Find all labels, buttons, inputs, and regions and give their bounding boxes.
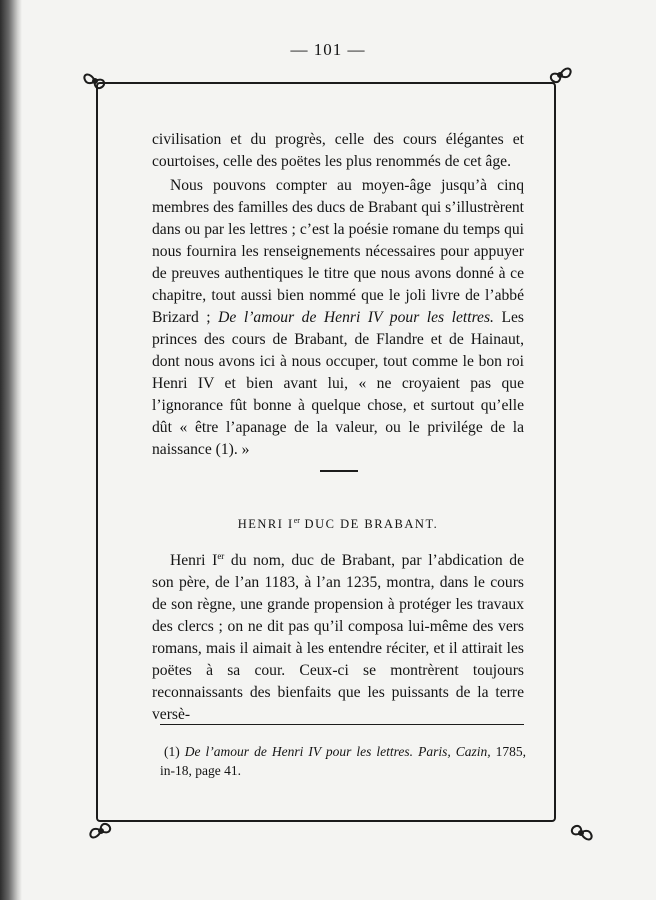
scan-edge-shadow — [0, 0, 22, 900]
footnote — [160, 742, 526, 780]
paragraph-moyen-age — [152, 175, 524, 461]
paragraph-text — [152, 545, 524, 726]
heading-superscript: er — [293, 516, 300, 525]
paragraph-henri — [152, 545, 524, 726]
paragraph-text-part: du nom, duc de Brabant, par l’abdication de son père, de l’an 1183, à l’an 1235, montra, dans le cours de son règne, une grande propension à protéger les travaux des clercs ; on ne dit pas qu’il composa lui-même des vers romans, mais il aimait à les entendre réciter, et il attirait les poëtes à sa cour. Ceux-ci se montrèrent toujours reconnaissants des bienfaits que les puissants de la terre versè- — [152, 552, 524, 724]
footnote-citation: 1785, in-18, page 41. — [160, 744, 527, 778]
paragraph-text-part: Henri I — [170, 552, 218, 570]
heading-text: DUC DE BRABANT. — [299, 517, 439, 532]
section-heading — [152, 516, 524, 532]
page-number: — 101 — — [290, 40, 366, 59]
paragraph-text — [152, 175, 524, 461]
fleuron-icon — [566, 818, 596, 848]
fleuron-icon — [86, 816, 116, 846]
footnote-citation-italic: De l’amour de Henri IV pour les lettres. Paris, Cazin, — [184, 744, 491, 759]
paragraph-continuation — [152, 129, 524, 173]
book-title-italic: De l’amour de Henri IV pour les lettres. — [218, 309, 494, 326]
ordinal-superscript: er — [217, 551, 225, 561]
footnote-text — [160, 742, 526, 780]
paragraph-text: civilisation et du progrès, celle des cours élégantes et courtoises, celle des poëtes les plus renommés de cet âge. — [152, 131, 524, 170]
section-divider — [320, 470, 358, 472]
heading-text: HENRI I — [237, 517, 294, 532]
fleuron-icon — [545, 60, 575, 90]
footnote-marker: (1) — [164, 744, 180, 759]
footnote-separator — [160, 724, 524, 725]
fleuron-icon — [80, 66, 110, 96]
paragraph-text-part: Les princes des cours de Brabant, de Flandre et de Hainaut, dont nous avons ici à nous occuper, tout comme le bon roi Henri IV et bien avant lui, « ne croyaient pas que l’ignorance fût bonne à quelque chose, et surtout qu’elle dût « être l’apanage de la valeur, ou le privilége de la naissance (1). » — [152, 309, 525, 458]
paragraph-text-part: Nous pouvons compter au moyen-âge jusqu’à cinq membres des familles des ducs de Brabant qui s’illustrèrent dans ou par les lettres ; c’est la poésie romane du temps qui nous fournira les renseignements nécessaires pour appuyer de preuves authentiques le titre que nous avons donné à ce chapitre, tout aussi bien nommé que le joli livre de l’abbé Brizard ; — [152, 177, 524, 326]
